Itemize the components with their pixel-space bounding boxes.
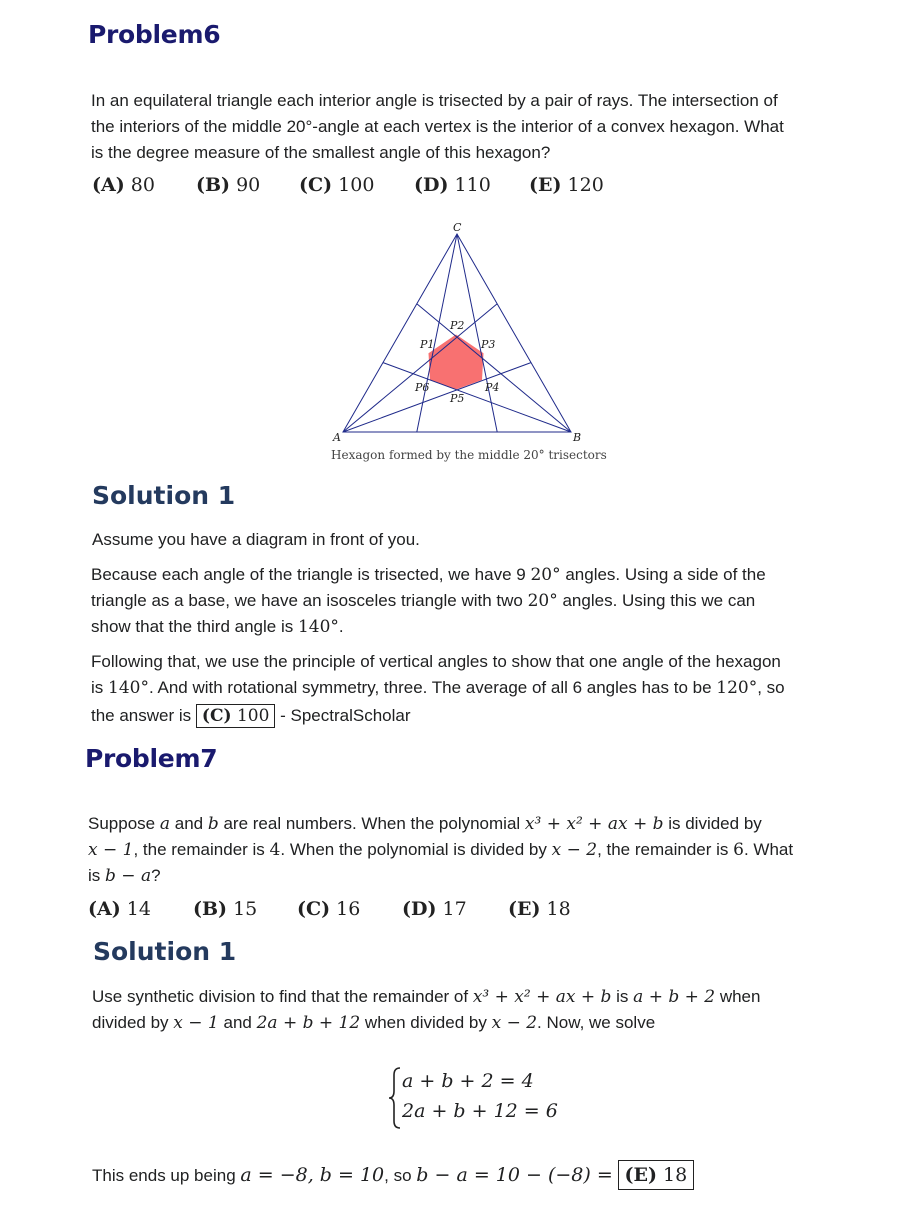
point-label-p2: P2 (450, 319, 465, 332)
figure-caption: Hexagon formed by the middle 20° trisectors (331, 448, 607, 462)
problem7-title: Problem7 (85, 744, 218, 773)
problem7-solution-title: Solution 1 (93, 937, 237, 966)
vertex-label-a: A (333, 431, 341, 443)
statement-line: In an equilateral triangle each interior angle is trisected by a pair of rays. The intersection of (91, 91, 778, 110)
choice-a: (A) 80 (92, 174, 155, 196)
statement-line: is the degree measure of the smallest angle of this hexagon? (91, 143, 551, 162)
left-brace (388, 1066, 402, 1130)
vertex-label-c: C (453, 221, 462, 234)
vertex-label-b: B (573, 431, 582, 443)
problem6-statement (91, 88, 851, 166)
point-label-p5: P5 (450, 392, 465, 405)
choice-d: (D) 17 (402, 898, 467, 920)
statement-line: the interiors of the middle 20°-angle at each vertex is the interior of a convex hexagon. What (91, 117, 784, 136)
problem6-choices (92, 174, 604, 196)
problem7-solution-text: Use synthetic division to find that the remainder of x³ + x² + ax + b is a + b + 2 when divided by x − 1 and 2a + b + 12 when divided by x − 2. Now, we solve (92, 987, 761, 1033)
answer-box: (E) 18 (618, 1160, 695, 1190)
point-label-p4: P4 (485, 381, 500, 394)
answer-box: (C) 100 (196, 704, 275, 728)
problem6-solution-p2: Because each angle of the triangle is trisected, we have 9 20° angles. Using a side of the triangle as a base, we have an isosceles triangle with two 20° angles. Using this we can show that the third angle is 140°. (91, 565, 766, 637)
equation-system (388, 1066, 588, 1130)
equation-1: a + b + 2 = 4 (402, 1070, 534, 1092)
problem7-final-line: This ends up being a = −8, b = 10, so b − a = 10 − (−8) = (E) 18 (92, 1162, 882, 1189)
problem6-title: Problem6 (88, 20, 221, 49)
point-label-p1: P1 (420, 338, 435, 351)
choice-c: (C) 16 (297, 898, 361, 920)
equation-2: 2a + b + 12 = 6 (402, 1100, 558, 1122)
triangle-figure (325, 218, 595, 443)
choice-c: (C) 100 (299, 174, 375, 196)
problem6-solution-p3: Following that, we use the principle of vertical angles to show that one angle of the hexagon is 140°. And with rotational symmetry, three. The average of all 6 angles has to be 120°, so the answer is (C) 100 - SpectralScholar (91, 652, 785, 726)
choice-b: (B) 15 (193, 898, 258, 920)
problem6-solution-title: Solution 1 (92, 481, 236, 510)
choice-d: (D) 110 (414, 174, 491, 196)
choice-b: (B) 90 (196, 174, 261, 196)
problem6-solution-p1: Assume you have a diagram in front of you. (92, 530, 420, 549)
hexagon (429, 335, 484, 390)
problem7-choices (88, 898, 571, 920)
problem7-statement: Suppose a and b are real numbers. When the polynomial x³ + x² + ax + b is divided by x − 1, the remainder is 4. When the polynomial is divided by x − 2, the remainder is 6. What is b − a? (88, 814, 794, 886)
point-label-p3: P3 (481, 338, 496, 351)
point-label-p6: P6 (415, 381, 430, 394)
choice-e: (E) 18 (508, 898, 571, 920)
choice-a: (A) 14 (88, 898, 151, 920)
choice-e: (E) 120 (529, 174, 604, 196)
